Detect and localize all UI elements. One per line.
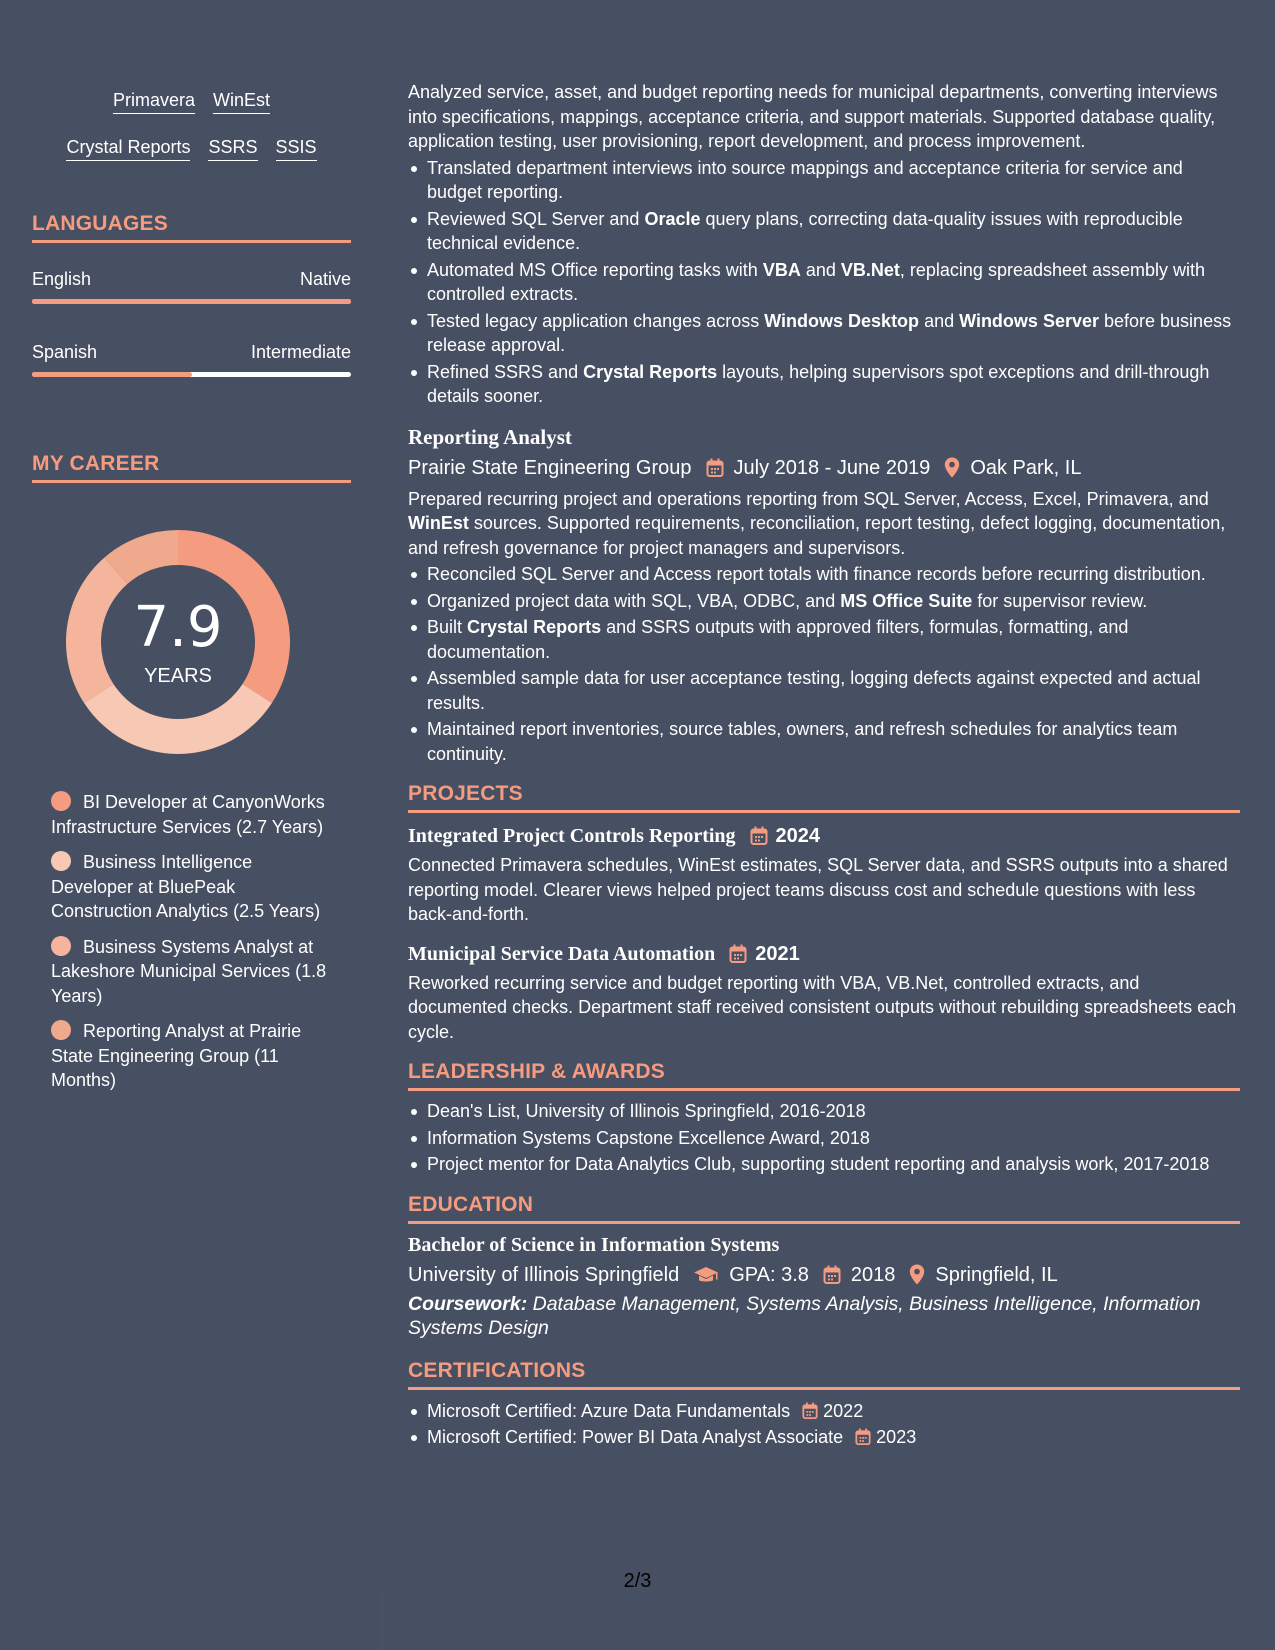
projects-heading: PROJECTS <box>408 782 1240 813</box>
skills-tags <box>32 88 351 161</box>
legend-dot <box>51 936 71 956</box>
career-legend <box>51 790 336 1104</box>
school-location: Springfield, IL <box>935 1263 1058 1286</box>
certifications-heading: CERTIFICATIONS <box>408 1359 1240 1390</box>
project-title-row <box>408 941 1240 967</box>
legend-label: BI Developer at CanyonWorks Infrastructure Services (2.7 Years) <box>51 792 325 837</box>
job-summary <box>408 487 1240 561</box>
career-heading: MY CAREER <box>32 452 351 483</box>
skill-tag: SSIS <box>276 135 317 161</box>
skills-row <box>32 135 351 161</box>
bold-keyword: Windows Desktop <box>764 310 920 331</box>
career-legend-item <box>51 935 336 1009</box>
text-segment: Prepared recurring project and operations reporting from SQL Server, Access, Excel, Primavera, and <box>408 488 1209 509</box>
bullet-item <box>408 360 1240 409</box>
skill-tag: Crystal Reports <box>66 135 190 161</box>
projects-list <box>408 823 1240 1044</box>
calendar-icon <box>855 1428 871 1446</box>
text-segment: Reconciled SQL Server and Access report totals with finance records before recurring distribution. <box>427 564 1206 584</box>
bold-keyword: VBA <box>762 259 801 280</box>
projects-section <box>408 782 1240 1044</box>
text-segment: , replacing spreadsheet assembly with controlled extracts. <box>427 259 1206 304</box>
coursework-label: Coursework: <box>408 1292 528 1315</box>
previous-job-bullets <box>408 156 1240 409</box>
certification-item <box>408 1425 1240 1450</box>
project-item <box>408 823 1240 927</box>
experience-section <box>408 80 1240 766</box>
text-segment: layouts, helping supervisors spot exceptions and drill-through details sooner. <box>427 361 1210 406</box>
legend-label: Business Intelligence Developer at BluePeak Construction Analytics (2.5 Years) <box>51 852 321 921</box>
certification-line <box>427 1425 1240 1450</box>
project-year: 2021 <box>755 942 800 965</box>
education-heading: EDUCATION <box>408 1193 1240 1224</box>
bullet-item <box>408 589 1240 614</box>
legend-dot <box>51 1020 71 1040</box>
text-segment: Translated department interviews into source mappings and acceptance criteria for service and budget reporting. <box>427 157 1183 202</box>
bullet-item <box>408 258 1240 307</box>
bold-keyword: Crystal Reports <box>583 361 718 382</box>
bullet-item <box>408 309 1240 358</box>
award-item: Dean's List, University of Illinois Springfield, 2016-2018 <box>408 1099 1240 1124</box>
text-segment: Refined SSRS and <box>427 361 584 382</box>
graduation-cap-icon <box>693 1266 719 1284</box>
bold-keyword: MS Office Suite <box>840 590 973 611</box>
language-proficiency-fill <box>32 299 351 304</box>
text-segment: and SSRS outputs with approved filters, formulas, formatting, and documentation. <box>427 617 1129 662</box>
sidebar <box>32 0 351 1650</box>
career-total-years: 7.9 <box>133 595 223 660</box>
calendar-icon <box>706 458 724 478</box>
company-name: Prairie State Engineering Group <box>408 456 692 479</box>
page-number: 2/3 <box>623 1570 652 1592</box>
career-years-unit: YEARS <box>144 665 212 687</box>
coursework-list: Database Management, Systems Analysis, Business Intelligence, Information Systems Design <box>408 1292 1201 1339</box>
certification-item <box>408 1399 1240 1424</box>
award-item: Project mentor for Data Analytics Club, supporting student reporting and analysis work, 2017-2018 <box>408 1152 1240 1177</box>
degree-title: Bachelor of Science in Information Systems <box>408 1233 780 1256</box>
text-segment: Maintained report inventories, source tables, owners, and refresh schedules for analytics team continuity. <box>427 719 1178 764</box>
leadership-section <box>408 1060 1240 1177</box>
skill-tag: WinEst <box>213 88 270 114</box>
language-name: Spanish <box>32 342 98 362</box>
career-legend-item <box>51 1019 336 1093</box>
text-segment: Built <box>427 617 468 637</box>
language-item <box>32 267 351 304</box>
skill-tag: Primavera <box>113 88 195 114</box>
job-meta <box>408 455 1240 481</box>
bullet-item <box>408 666 1240 715</box>
column-divider <box>382 1595 383 1650</box>
map-pin-icon <box>909 1264 925 1285</box>
language-proficiency-bar <box>32 299 351 304</box>
language-proficiency-fill <box>32 372 192 377</box>
map-pin-icon <box>944 457 960 478</box>
text-segment: sources. Supported requirements, reconciliation, report testing, defect logging, documentation, and refresh governance for project managers and supervisors. <box>408 513 1226 558</box>
education-section <box>408 1193 1240 1341</box>
language-item <box>32 340 351 377</box>
certification-name: Microsoft Certified: Power BI Data Analyst Associate <box>427 1427 844 1447</box>
bullet-item <box>408 156 1240 205</box>
gpa: GPA: 3.8 <box>729 1263 809 1286</box>
career-legend-item <box>51 790 336 839</box>
project-description: Reworked recurring service and budget reporting with VBA, VB.Net, controlled extracts, and documented checks. Department staff received consistent outputs without rebuilding spreadsheets each cycle. <box>408 972 1237 1042</box>
project-description: Connected Primavera schedules, WinEst estimates, SQL Server data, and SSRS outputs into a shared reporting model. Clearer views helped project teams discuss cost and schedule questions with less back-and-forth. <box>408 855 1228 924</box>
text-segment: and <box>919 310 960 331</box>
project-title-row <box>408 823 1240 849</box>
job-title: Reporting Analyst <box>408 424 572 449</box>
legend-label: Business Systems Analyst at Lakeshore Municipal Services (1.8 Years) <box>51 936 327 1006</box>
languages-list <box>32 267 351 377</box>
school-name: University of Illinois Springfield <box>408 1263 680 1286</box>
bullet-item <box>408 207 1240 256</box>
project-item <box>408 941 1240 1045</box>
certification-name: Microsoft Certified: Azure Data Fundamentals <box>427 1400 791 1421</box>
text-segment: Assembled sample data for user acceptance testing, logging defects against expected and actual results. <box>427 668 1201 713</box>
career-section <box>32 452 351 483</box>
bullet-item <box>408 562 1240 587</box>
text-segment: before business release approval. <box>427 310 1232 355</box>
calendar-icon <box>802 1402 818 1420</box>
text-segment: Organized project data with SQL, VBA, ODBC, and <box>427 590 841 611</box>
previous-job-summary: Analyzed service, asset, and budget reporting needs for municipal departments, converting interviews into specifications, mappings, acceptance criteria, and support materials. Supported database quality, application testing, user provisioning, report development, and process improvement. <box>408 82 1218 151</box>
legend-dot <box>51 851 71 871</box>
coursework <box>408 1292 1240 1341</box>
calendar-icon <box>823 1265 841 1285</box>
certification-year: 2022 <box>823 1400 864 1421</box>
bold-keyword: WinEst <box>408 513 469 533</box>
language-proficiency-bar <box>32 372 351 377</box>
skills-row <box>32 88 351 114</box>
career-donut-chart <box>66 530 290 754</box>
text-segment: and <box>800 259 841 280</box>
languages-section <box>32 212 351 377</box>
legend-dot <box>51 791 71 811</box>
project-title: Municipal Service Data Automation <box>408 942 716 965</box>
certifications-list <box>408 1399 1240 1450</box>
calendar-icon <box>729 944 747 964</box>
career-legend-item <box>51 850 336 924</box>
certifications-section <box>408 1359 1240 1450</box>
bullet-item <box>408 615 1240 664</box>
language-name: English <box>32 269 92 289</box>
bold-keyword: Crystal Reports <box>467 617 602 637</box>
text-segment: Reviewed SQL Server and <box>427 208 645 229</box>
language-level: Native <box>299 269 351 289</box>
languages-heading: LANGUAGES <box>32 212 351 243</box>
language-row <box>32 340 351 364</box>
skill-tag: SSRS <box>208 135 257 161</box>
graduation-year: 2018 <box>850 1263 896 1286</box>
job-bullets <box>408 562 1240 766</box>
language-level: Intermediate <box>250 342 351 362</box>
main-content <box>408 80 1240 1450</box>
education-meta <box>408 1262 1240 1288</box>
job-dates: July 2018 - June 2019 <box>733 456 931 479</box>
certification-line <box>427 1399 1240 1424</box>
language-row <box>32 267 351 291</box>
bold-keyword: Windows Server <box>959 310 1099 331</box>
job-location: Oak Park, IL <box>970 456 1082 479</box>
award-item: Information Systems Capstone Excellence Award, 2018 <box>408 1126 1240 1151</box>
text-segment: Tested legacy application changes across <box>427 310 765 331</box>
bold-keyword: Oracle <box>644 208 701 229</box>
project-year: 2024 <box>775 825 821 847</box>
leadership-list <box>408 1099 1240 1177</box>
calendar-icon <box>750 826 768 846</box>
certification-year: 2023 <box>876 1427 917 1447</box>
legend-label: Reporting Analyst at Prairie State Engineering Group (11 Months) <box>51 1021 302 1090</box>
bold-keyword: VB.Net <box>840 259 900 280</box>
bullet-item <box>408 717 1240 766</box>
project-title: Integrated Project Controls Reporting <box>408 825 736 847</box>
text-segment: Automated MS Office reporting tasks with <box>427 259 763 280</box>
leadership-heading: LEADERSHIP & AWARDS <box>408 1060 1240 1091</box>
text-segment: for supervisor review. <box>972 590 1148 611</box>
donut-center <box>66 530 290 754</box>
text-segment: query plans, correcting data-quality issues with reproducible technical evidence. <box>427 208 1183 253</box>
